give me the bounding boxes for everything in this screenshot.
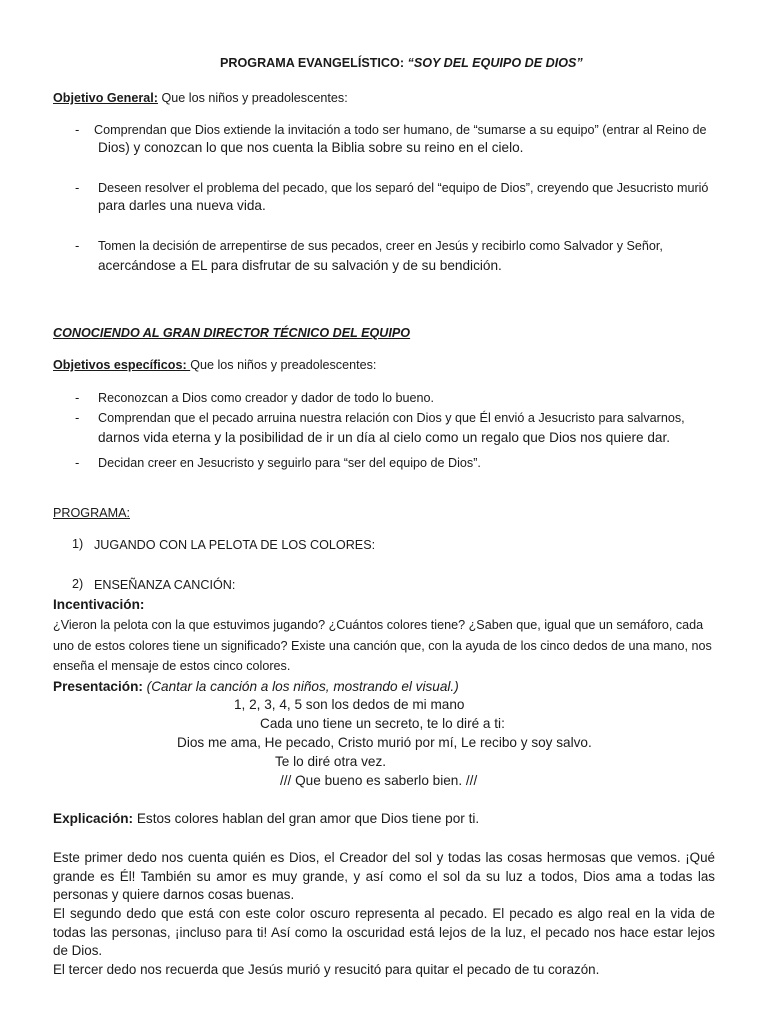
list-item-line: Dios) y conozcan lo que nos cuenta la Biblia sobre su reino en el cielo. [98, 140, 524, 155]
list-marker: - [75, 455, 80, 470]
list-item-line: para darles una nueva vida. [98, 198, 266, 213]
body-paragraph: Este primer dedo nos cuenta quién es Dios, el Creador del sol y todas las cosas hermosas que vemos. ¡Qué grande es Él! También su amor es muy grande, y así como el sol da su luz a todos, Dios ama a todas las personas y quiere darnos cosas buenas. [53, 850, 715, 902]
presentacion-label: Presentación: [53, 679, 143, 694]
list-marker: - [75, 122, 80, 137]
step-text: JUGANDO CON LA PELOTA DE LOS COLORES: [94, 538, 376, 552]
song-line: Cada uno tiene un secreto, te lo diré a ti: [260, 716, 505, 731]
objetivo-general-label: Objetivo General: [53, 91, 158, 105]
incentivacion-line: ¿Vieron la pelota con la que estuvimos jugando? ¿Cuántos colores tiene? ¿Saben que, igual que un semáforo, cada [53, 618, 704, 632]
list-marker: - [75, 390, 80, 405]
document-title [220, 55, 583, 71]
objetivos-especificos-text: Que los niños y preadolescentes: [190, 358, 377, 372]
step-text: ENSEÑANZA CANCIÓN: [94, 578, 236, 592]
list-item-line: Comprendan que Dios extiende la invitación a todo ser humano, de “sumarse a su equipo” (entrar al Reino de [94, 123, 707, 137]
step-number: 2) [72, 577, 84, 591]
list-marker: - [75, 180, 80, 195]
explicacion [53, 811, 479, 827]
title-quote: “SOY DEL EQUIPO DE DIOS” [407, 56, 583, 70]
song-line: /// Que bueno es saberlo bien. /// [280, 773, 478, 788]
incentivacion-label: Incentivación: [53, 597, 145, 612]
objetivo-general [53, 90, 348, 106]
list-marker: - [75, 410, 80, 425]
objetivo-general-text: Que los niños y preadolescentes: [157, 91, 348, 105]
list-item-line: acercándose a EL para disfrutar de su salvación y de su bendición. [98, 258, 502, 273]
section-heading: CONOCIENDO AL GRAN DIRECTOR TÉCNICO DEL EQUIPO [53, 326, 411, 340]
explicacion-text: Estos colores hablan del gran amor que Dios tiene por ti. [133, 811, 480, 826]
objetivos-especificos [53, 357, 376, 373]
list-item-line: Decidan creer en Jesucristo y seguirlo para “ser del equipo de Dios”. [98, 456, 481, 470]
programa-label: PROGRAMA: [53, 506, 130, 520]
list-item-line: Comprendan que el pecado arruina nuestra relación con Dios y que Él envió a Jesucristo para salvarnos, [98, 411, 685, 425]
song-line: Dios me ama, He pecado, Cristo murió por mí, Le recibo y soy salvo. [177, 735, 592, 750]
list-item-line: Reconozcan a Dios como creador y dador de todo lo bueno. [98, 391, 435, 405]
presentacion-note: (Cantar la canción a los niños, mostrando el visual.) [142, 679, 459, 694]
list-item-line: Deseen resolver el problema del pecado, que los separó del “equipo de Dios”, creyendo que Jesucristo murió [98, 181, 709, 195]
song-line: Te lo diré otra vez. [275, 754, 387, 769]
explicacion-label: Explicación: [53, 811, 134, 826]
presentacion [53, 679, 459, 695]
list-item-line: Tomen la decisión de arrepentirse de sus pecados, creer en Jesús y recibirlo como Salvador y Señor, [98, 239, 663, 253]
objetivos-especificos-label: Objetivos específicos: [53, 358, 191, 372]
body-paragraph: El segundo dedo que está con este color oscuro representa al pecado. El pecado es algo real en la vida de todas las personas, ¡incluso para ti! Así como la oscuridad está lejos de la luz, el pecado nos hace estar lejos de Dios. [53, 906, 715, 958]
body-paragraph: El tercer dedo nos recuerda que Jesús murió y resucitó para quitar el pecado de tu corazón. [53, 962, 600, 977]
incentivacion-line: enseña el mensaje de estos cinco colores. [53, 659, 291, 673]
song-line: 1, 2, 3, 4, 5 son los dedos de mi mano [234, 697, 465, 712]
incentivacion-line: uno de estos colores tiene un significado? Existe una canción que, con la ayuda de los cinco dedos de una mano, nos [53, 639, 712, 653]
list-item-line: darnos vida eterna y la posibilidad de ir un día al cielo como un regalo que Dios nos quiere dar. [98, 430, 671, 445]
step-number: 1) [72, 537, 84, 551]
title-main: PROGRAMA EVANGELÍSTICO: [220, 56, 405, 70]
list-marker: - [75, 238, 80, 253]
